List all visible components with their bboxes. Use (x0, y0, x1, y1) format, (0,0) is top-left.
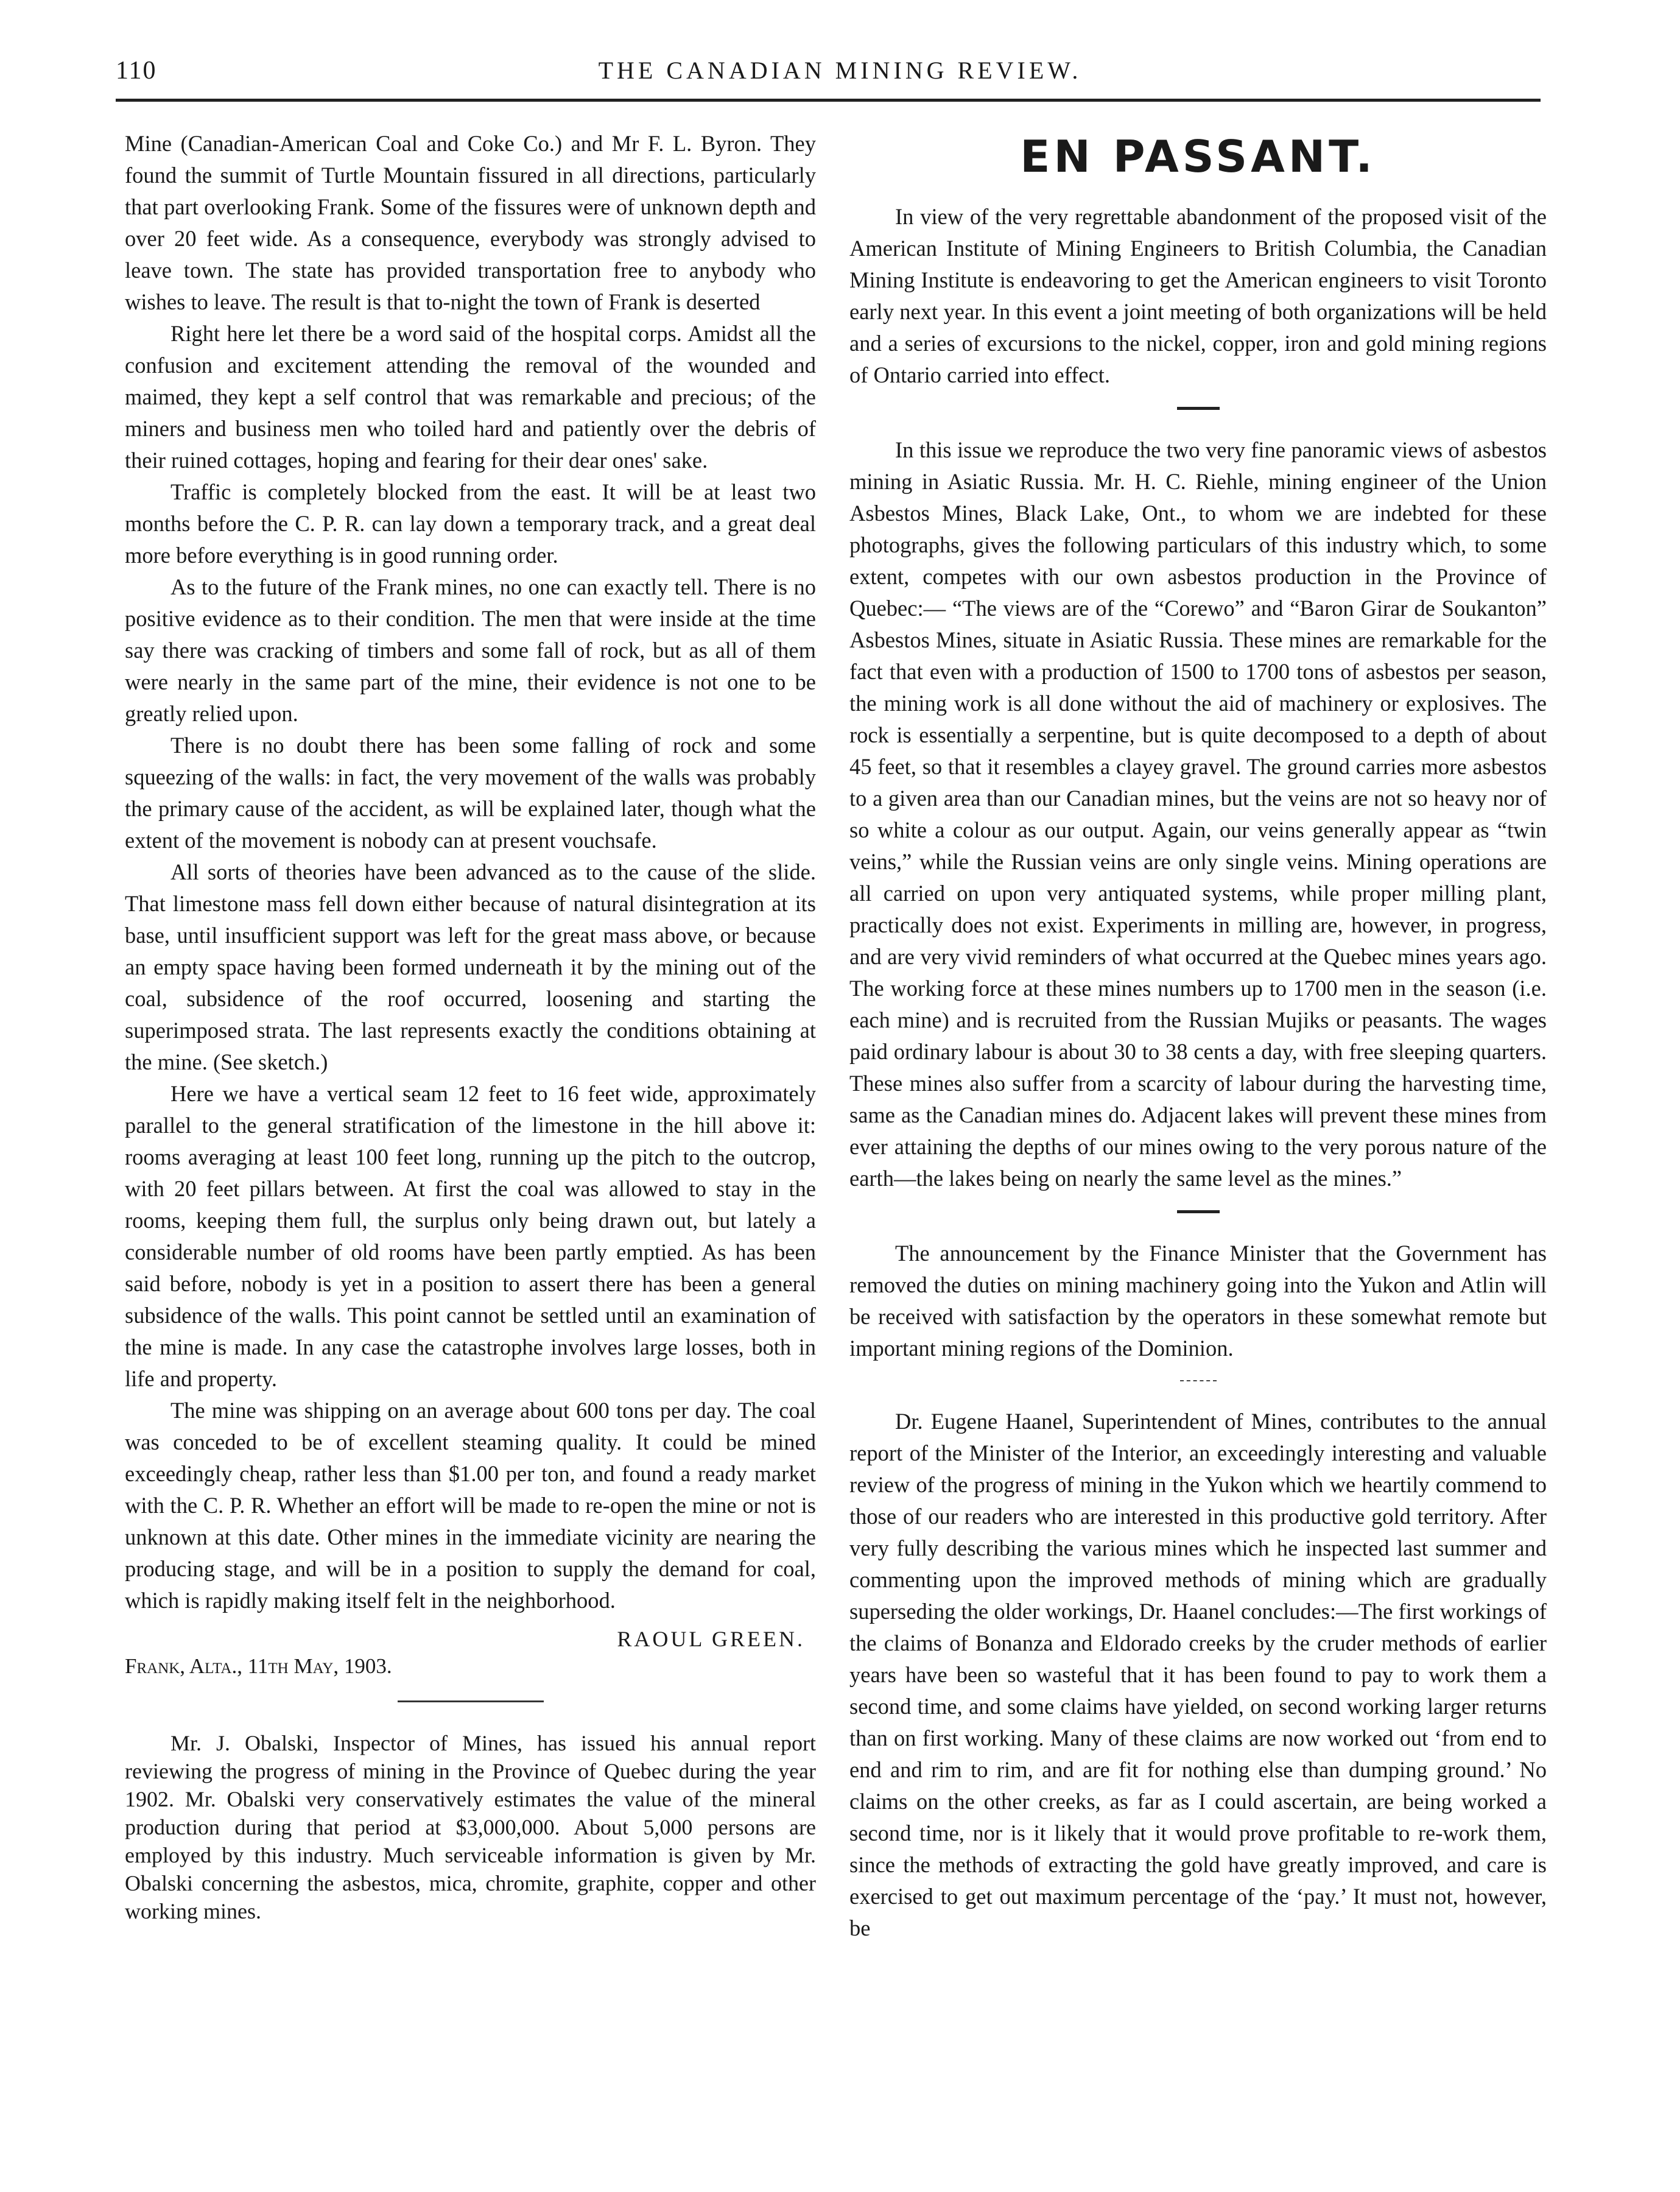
obalski-note: Mr. J. Obalski, Inspector of Mines, has issued his annual report reviewing the progress of mining in the Province of Quebec during the year 1902. Mr. Obalski very conservatively estimates the value of the mineral production during that period at $3,000,000. About 5,000 persons are employed by this industry. Much serviceable information is given by Mr. Obalski concerning the asbestos, mica, chromite, graphite, copper and other working mines. (125, 1731, 816, 1923)
article-paragraph: In this issue we reproduce the two very fine panoramic views of asbestos mining in Asiatic Russia. Mr. H. C. Riehle, mining engineer of the Union Asbestos Mines, Black Lake, Ont., to whom we are indebted for these photographs, gives the following particulars of this industry which, to some extent, competes with our own asbestos production in the Province of Quebec:— “The views are of the “Corewo” and “Baron Girar de Soukanton” Asbestos Mines, situate in Asiatic Russia. These mines are remarkable for the fact that even with a production of 1500 to 1700 tons of asbestos per season, the mining work is all done without the aid of machinery or explosives. The rock is essentially a serpentine, but is quite decomposed to a depth of about 45 feet, so that it resembles a clayey gravel. The ground carries more asbestos to a given area than our Canadian mines, but the veins are not so heavy nor of so white a colour as our output. Again, our veins generally appear as “twin veins,” while the Russian veins are only single veins. Mining operations are all carried on upon very antiquated systems, while proper milling plant, practically does not exist. Experiments in milling are, however, in progress, and are very vivid reminders of what occurred at the Quebec mines years ago. The working force at these mines numbers up to 1700 men in the season (i.e. each mine) and is recruited from the Russian Mujiks or peasants. The wages paid ordinary labour is about 30 to 38 cents a day, with free sleeping quarters. These mines also suffer from a scarcity of labour during the harvesting time, same as the Canadian mines do. Adjacent lakes will prevent these mines from ever attaining the depths of our mines owing to the very porous nature of the earth—the lakes being on nearly the same level as the mines.” (849, 437, 1547, 1191)
article-paragraph: Mine (Canadian-American Coal and Coke Co.) and Mr F. L. Byron. They found the summit of Turtle Mountain fissured in all directions, particularly that part overlooking Frank. Some of the fissures were of unknown depth and over 20 feet wide. As a consequence, everybody was strongly advised to leave town. The state has provided transportation free to anybody who wishes to leave. The result is that to-night the town of Frank is deserted (125, 131, 816, 314)
page-number: 110 (116, 57, 157, 85)
section-divider (398, 1700, 544, 1702)
article-paragraph: Traffic is completely blocked from the east. It will be at least two months before the C. P. R. can lay down a temporary track, and a great deal more before everything is in good running order. (125, 479, 816, 568)
dateline: Frank, Alta., 11th May, 1903. (125, 1654, 392, 1678)
article-paragraph: As to the future of the Frank mines, no one can exactly tell. There is no positive evidence as to their condition. The men that were inside at the time say there was cracking of timbers and some fall of rock, but as all of them were nearly in the same part of the mine, their evidence is not one to be greatly relied upon. (125, 574, 816, 726)
right-column (849, 130, 1547, 1944)
article-paragraph: There is no doubt there has been some falling of rock and some squeezing of the walls: in fact, the very movement of the walls was probably the primary cause of the accident, as will be explained later, though what the extent of the movement is nobody can at present vouchsafe. (125, 733, 816, 853)
article-paragraph: The announcement by the Finance Minister that the Government has removed the duties on mining machinery going into the Yukon and Atlin will be received with satisfaction by the operators in these somewhat remote but important mining regions of the Dominion. (849, 1241, 1547, 1361)
article-paragraph: The mine was shipping on an average about 600 tons per day. The coal was conceded to be of excellent steaming quality. It could be mined exceedingly cheap, rather less than $1.00 per ton, and found a ready market with the C. P. R. Whether an effort will be made to re-open the mine or not is unknown at this date. Other mines in the immediate vicinity are nearing the producing stage, and will be in a position to supply the demand for coal, which is rapidly making itself felt in the neighborhood. (125, 1398, 816, 1613)
article-paragraph: Right here let there be a word said of the hospital corps. Amidst all the confusion and excitement attending the removal of the wounded and maimed, they kept a self control that was remarkable and precious; of the miners and business men who toiled hard and patiently over the debris of their ruined cottages, hoping and fearing for their dear ones' sake. (125, 321, 816, 473)
journal-title: THE CANADIAN MINING REVIEW. (598, 57, 1082, 84)
article-paragraph: Dr. Eugene Haanel, Superintendent of Mines, contributes to the annual report of the Minister of the Interior, an exceedingly interesting and valuable review of the progress of mining in the Yukon which we heartily commend to those of our readers who are interested in this productive gold territory. After very fully describing the various mines which he inspected last summer and commenting upon the improved methods of mining which are gradually superseding the older workings, Dr. Haanel concludes:—The first workings of the claims of Bonanza and Eldorado creeks by the cruder methods of earlier years have been so wasteful that it has been found to pay to work them a second time, and some claims have yielded, on second working larger returns than on first working. Many of these claims are now worked out ‘from end to end and rim to rim, and are fit for nothing else than dumping ground.’ No claims on the other creeks, as far as I could ascertain, are being worked a second time, nor is it likely that it would prove profitable to re-work them, since the methods of extracting the gold have greatly improved, and care is exercised to get out maximum percentage of the ‘pay.’ It must not, however, be (849, 1409, 1547, 1940)
paragraph-separator (1180, 1380, 1217, 1381)
article-paragraph: Here we have a vertical seam 12 feet to 16 feet wide, approximately parallel to the general stratification of the limestone in the hill above it: rooms averaging at least 100 feet long, running up the pitch to the outcrop, with 20 feet pillars between. At first the coal was allowed to stay in the rooms, keeping them full, the surplus only being drawn out, but lately a considerable number of old rooms have been partly emptied. As has been said before, nobody is yet in a position to assert there has been a general subsidence of the walls. This point cannot be settled until an examination of the mine is made. In any case the catastrophe involves large losses, both in life and property. (125, 1081, 816, 1391)
paragraph-separator (1177, 407, 1220, 410)
paragraph-separator (1177, 1210, 1220, 1213)
article-paragraph: All sorts of theories have been advanced as to the cause of the slide. That limestone mass fell down either because of natural disintegration at its base, until insufficient support was left for the great mass above, or because an empty space having been formed underneath it by the mining out of the coal, subsidence of the roof occurred, loosening and starting the superimposed strata. The last represents exactly the conditions obtaining at the mine. (See sketch.) (125, 859, 816, 1074)
article-paragraph: In view of the very regrettable abandonment of the proposed visit of the American Institute of Mining Engineers to British Columbia, the Canadian Mining Institute is endeavoring to get the American engineers to visit Toronto early next year. In this event a joint meeting of both organizations will be held and a series of excursions to the nickel, copper, iron and gold mining regions of Ontario carried into effect. (849, 204, 1547, 387)
author-signature: RAOUL GREEN. (617, 1627, 805, 1651)
header-rule (116, 99, 1541, 102)
left-column (125, 128, 816, 1925)
section-title: EN PASSANT. (1020, 131, 1376, 182)
